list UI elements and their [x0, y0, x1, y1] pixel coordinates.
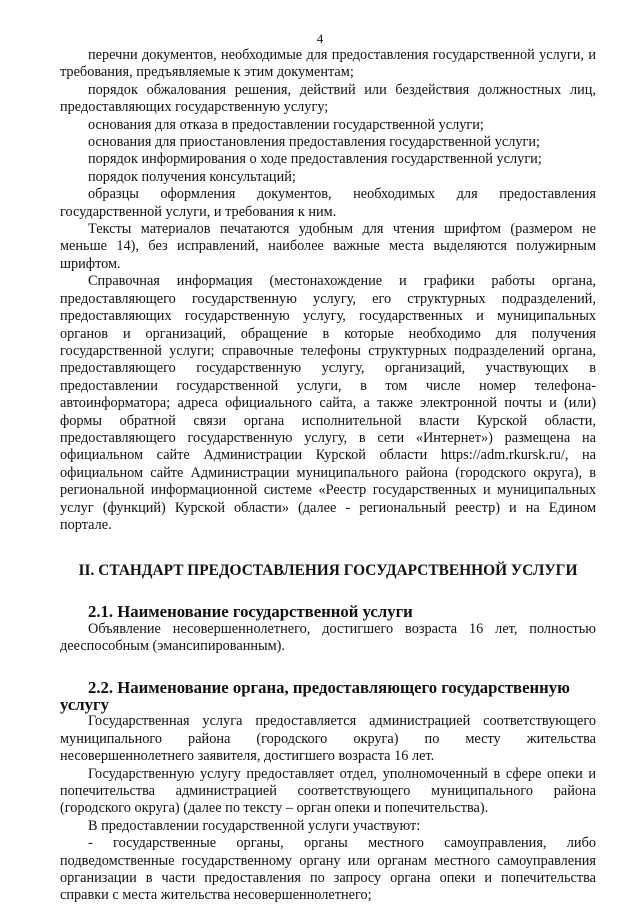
paragraph-document-samples: образцы оформления документов, необходимых для предоставления государственной услуги, и требования к ним.	[60, 186, 596, 220]
page-number: 4	[316, 31, 324, 46]
paragraph-refusal-grounds: основания для отказа в предоставлении государственной услуги;	[88, 116, 484, 133]
paragraph-document-lists: перечни документов, необходимые для предоставления государственной услуги, и требования, предъявляемые к этим документам;	[60, 47, 596, 81]
paragraph-suspension-grounds: основания для приостановления предоставления государственной услуги;	[88, 134, 541, 151]
paragraph-appeal-procedure: порядок обжалования решения, действий или бездействия должностных лиц, предоставляющих государственную услугу;	[60, 81, 596, 116]
subsection-heading-provider-body: 2.2. Наименование органа, предоставляющего государственную услугу	[60, 677, 570, 714]
paragraph-progress-info: порядок информирования о ходе предоставления государственной услуги;	[88, 151, 542, 168]
paragraph-participants-list-item: - государственные органы, органы местного самоуправления, либо подведомственные государственному органу или органам местного самоуправления организации в части предоставления по запросу органа опеки и попечительства справки с места жительства несовершеннолетнего;	[60, 835, 596, 904]
subsection-heading-service-name: 2.1. Наименование государственной услуги	[88, 602, 413, 622]
paragraph-font-requirements: Тексты материалов печатаются удобным для чтения шрифтом (размером не меньше 14), без исправлений, наиболее важные места выделяются полужирным шрифтом.	[60, 221, 596, 272]
paragraph-participants-intro: В предоставлении государственной услуги участвуют:	[88, 817, 421, 834]
paragraph-service-name: Объявление несовершеннолетнего, достигшего возраста 16 лет, полностью дееспособным (эмансипированным).	[60, 620, 596, 655]
paragraph-reference-info: Справочная информация (местонахождение и графики работы органа, предоставляющего государственную услугу, его структурных подразделений, предоставляющих государственную услугу, государственных и муниципальных органов и организаций, обращение в которые необходимо для получения государственной услуги; справочные телефоны структурных подразделений органа, предоставляющего государственную услугу, организаций, участвующих в предоставлении государственной услуги, в том числе номер телефона-автоинформатора; адреса официального сайта, а также электронной почты и (или) формы обратной связи органа исполнительной власти Курской области, предоставляющего государственную услугу, в сети «Интернет») размещена на официальном сайте Администрации Курской области https://adm.rkursk.ru/, на официальном сайте Администрации муниципального района (городского округа), в региональной информационной системе «Реестр государственных и муниципальных услуг (функций) Курской области» (далее - региональный реестр) и на Едином портале.	[60, 273, 596, 533]
paragraph-provider-administration: Государственная услуга предоставляется администрацией соответствующего муниципального района (городского округа) по месту жительства несовершеннолетнего заявителя, достигшего возраста 16 лет.	[60, 713, 596, 765]
section-heading: II. СТАНДАРТ ПРЕДОСТАВЛЕНИЯ ГОСУДАРСТВЕННОЙ УСЛУГИ	[78, 562, 578, 580]
paragraph-guardianship-department: Государственную услугу предоставляет отдел, уполномоченный в сфере опеки и попечительства администрацией соответствующего муниципального района (городского округа) (далее по тексту – орган опеки и попечительства).	[60, 765, 596, 817]
paragraph-consultations: порядок получения консультаций;	[88, 168, 296, 185]
document-body	[60, 47, 596, 905]
